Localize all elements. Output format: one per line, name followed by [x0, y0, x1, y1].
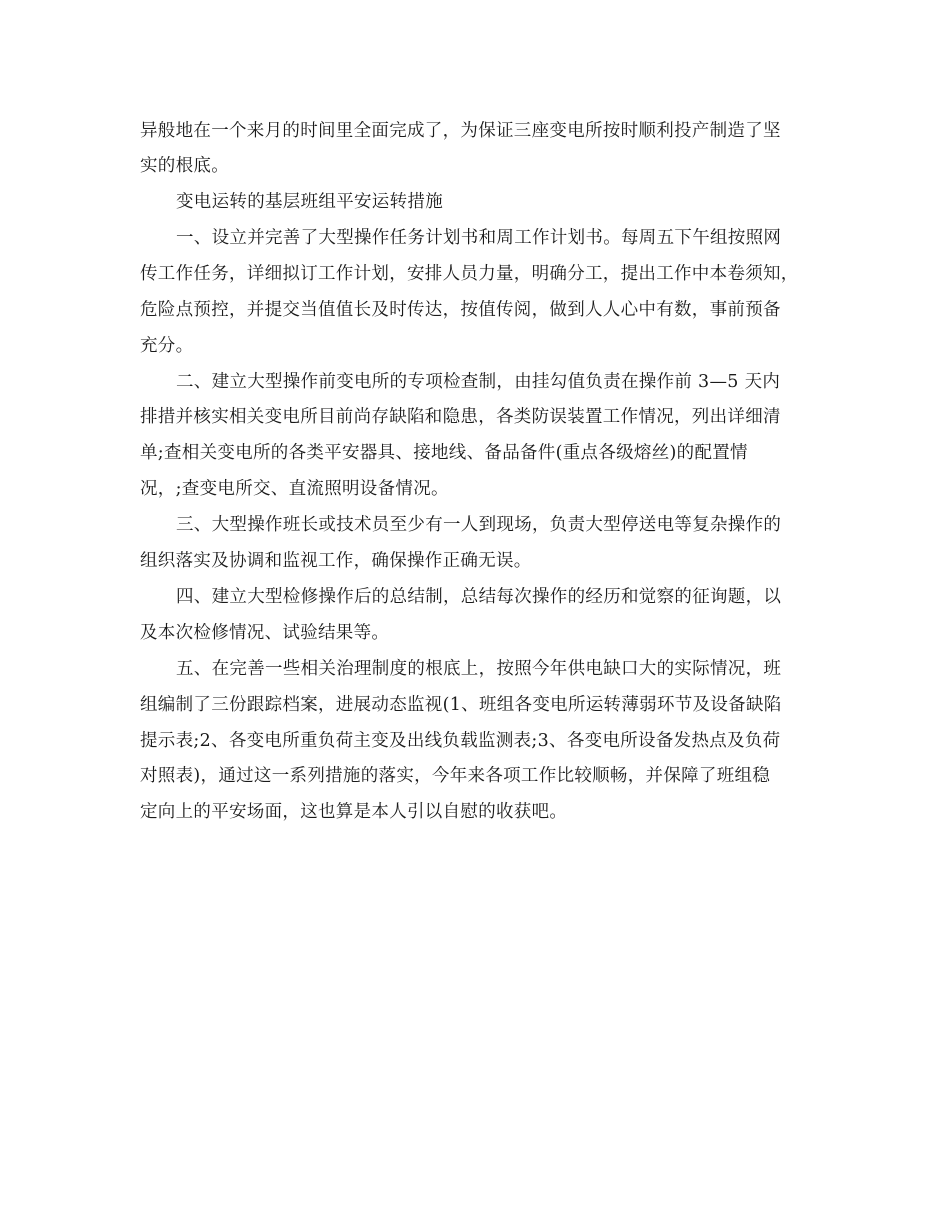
paragraph-line: 提示表;2、各变电所重负荷主变及出线负载监测表;3、各变电所设备发热点及负荷: [140, 731, 781, 751]
paragraph-line: 异般地在一个来月的时间里全面完成了，为保证三座变电所按时顺利投产制造了坚: [140, 121, 781, 141]
paragraph-line: 四、建立大型检修操作后的总结制，总结每次操作的经历和觉察的征询题，以: [176, 587, 782, 607]
paragraph-line: 组织落实及协调和监视工作，确保操作正确无误。: [140, 551, 532, 571]
paragraph-line: 五、在完善一些相关治理制度的根底上，按照今年供电缺口大的实际情况，班: [176, 659, 782, 679]
paragraph-line: 实的根底。: [140, 156, 229, 176]
paragraph-line: 一、设立并完善了大型操作任务计划书和周工作计划书。每周五下午组按照网: [176, 228, 782, 248]
paragraph-line: 传工作任务，详细拟订工作计划，安排人员力量，明确分工，提出工作中本卷须知，: [140, 264, 799, 284]
paragraph-line: 排措并核实相关变电所目前尚存缺陷和隐患，各类防误装置工作情况，列出详细清: [140, 407, 781, 427]
paragraph-line: 单;查相关变电所的各类平安器具、接地线、备品备件(重点各级熔丝)的配置情: [140, 443, 748, 463]
paragraph-line: 危险点预控，并提交当值值长及时传达，按值传阅，做到人人心中有数，事前预备: [140, 300, 781, 320]
paragraph-line: 况，;查变电所交、直流照明设备情况。: [140, 479, 449, 499]
paragraph-line: 组编制了三份跟踪档案，进展动态监视(1、班组各变电所运转薄弱环节及设备缺陷: [140, 695, 782, 715]
paragraph-line: 充分。: [140, 336, 194, 356]
paragraph-line: 及本次检修情况、试验结果等。: [140, 623, 390, 643]
paragraph-line: 三、大型操作班长或技术员至少有一人到现场，负责大型停送电等复杂操作的: [176, 515, 782, 535]
paragraph-line: 定向上的平安场面，这也算是本人引以自慰的收获吧。: [140, 802, 568, 822]
paragraph-line: 二、建立大型操作前变电所的专项检查制，由挂勾值负责在操作前 3—5 天内: [176, 372, 781, 392]
section-heading: 变电运转的基层班组平安运转措施: [176, 192, 443, 212]
paragraph-line: 对照表)，通过这一系列措施的落实，今年来各项工作比较顺畅，并保障了班组稳: [140, 766, 771, 786]
